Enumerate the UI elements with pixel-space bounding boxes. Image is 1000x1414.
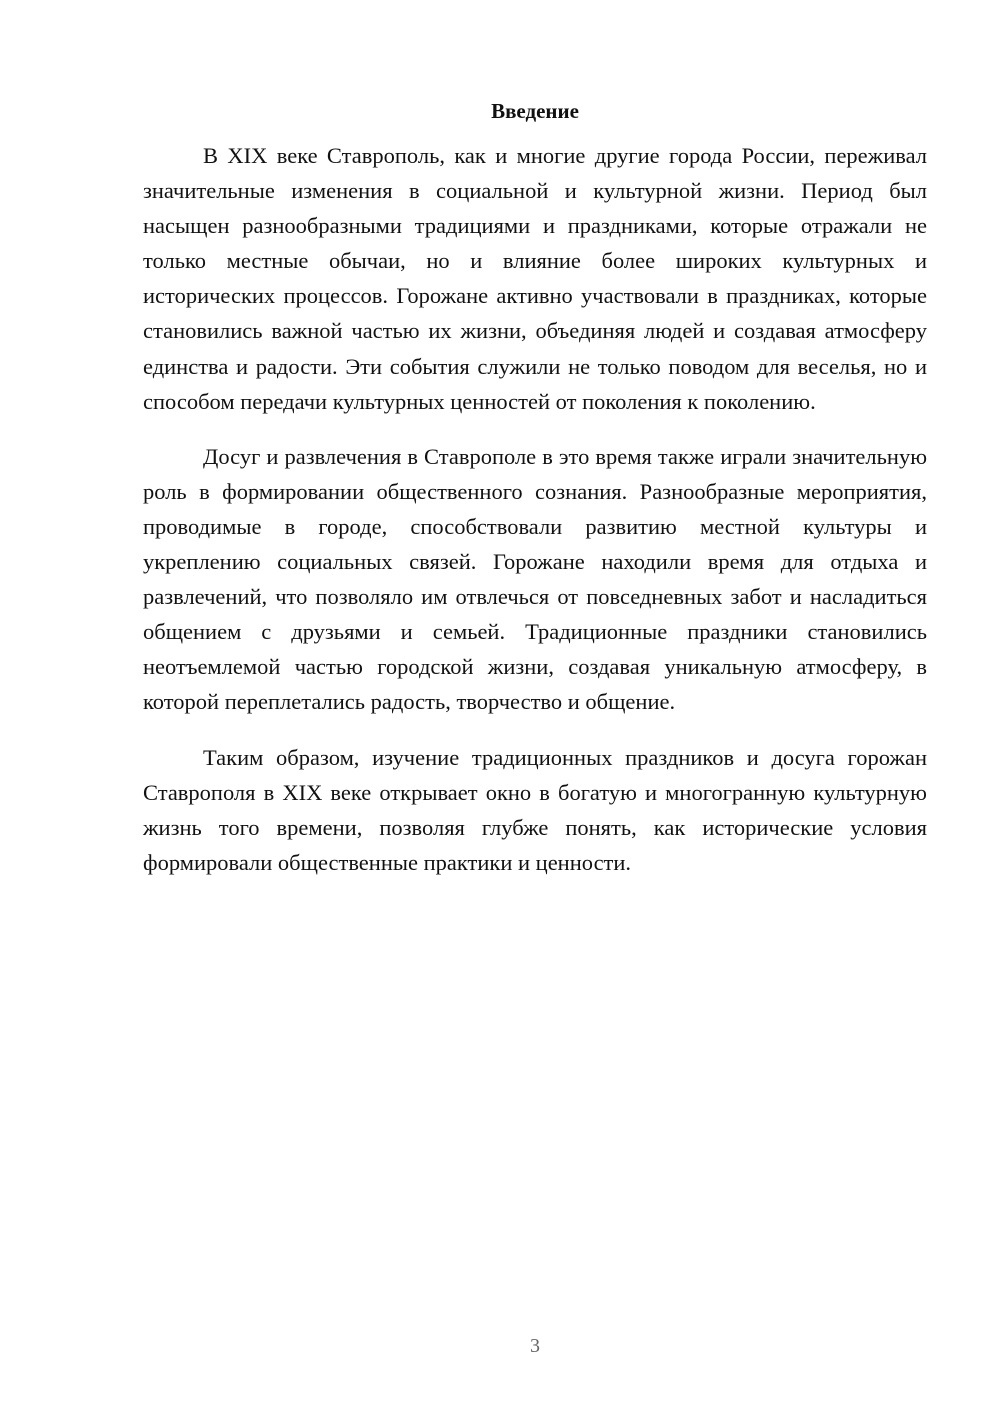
- paragraph-3: Таким образом, изучение традиционных праздников и досуга горожан Ставрополя в XIX веке открывает окно в богатую и многогранную культурную жизнь того времени, позволяя глубже понять, как исторические условия формировали общественные практики и ценности.: [143, 744, 927, 875]
- document-body: [143, 96, 927, 900]
- page-number: 3: [530, 1335, 540, 1357]
- paragraph-2: Досуг и развлечения в Ставрополе в это время также играли значительную роль в формировании общественного сознания. Разнообразные мероприятия, проводимые в городе, способствовали развитию местной культуры и укреплению социальных связей. Горожане находили время для отдыха и развлечений, что позволяло им отвлечься от повседневных забот и насладиться общением с друзьями и семьей. Традиционные праздники становились неотъемлемой частью городской жизни, создавая уникальную атмосферу, в которой переплетались радость, творчество и общение.: [143, 443, 927, 715]
- section-heading: Введение: [491, 99, 579, 123]
- paragraph-1: В XIX веке Ставрополь, как и многие другие города России, переживал значительные изменения в социальной и культурной жизни. Период был насыщен разнообразными традициями и праздниками, которые отражали не только местные обычаи, но и влияние более широких культурных и исторических процессов. Горожане активно участвовали в праздниках, которые становились важной частью их жизни, объединяя людей и создавая атмосферу единства и радости. Эти события служили не только поводом для веселья, но и способом передачи культурных ценностей от поколения к поколению.: [143, 143, 927, 414]
